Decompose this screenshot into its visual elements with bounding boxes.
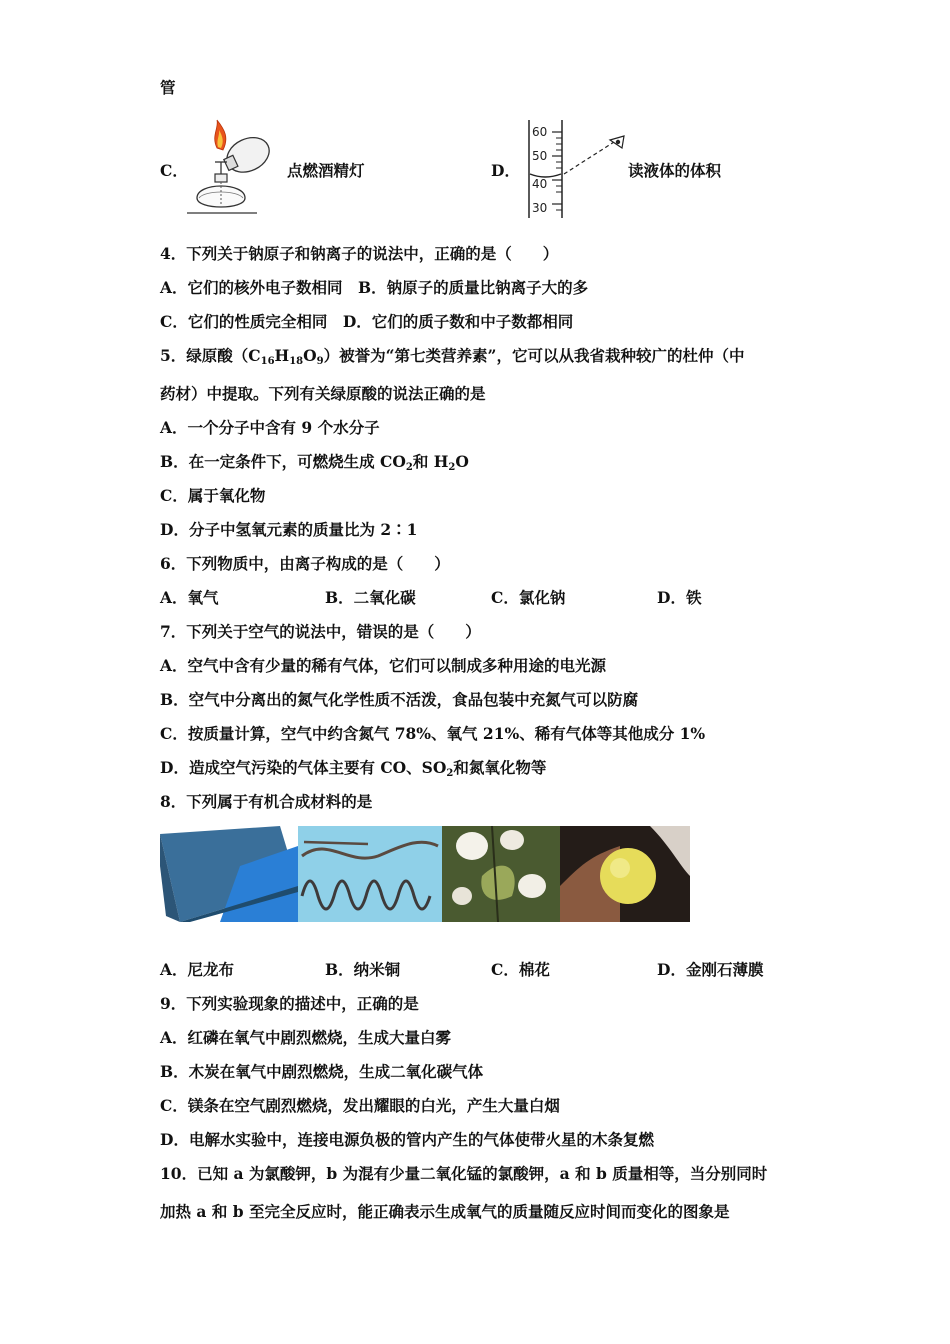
q5-sub-o: 9 [316, 356, 324, 367]
q5-sub-h: 18 [289, 356, 304, 367]
q7-option-b: B．空气中分离出的氮气化学性质不活泼，食品包装中充氮气可以防腐 [160, 690, 639, 709]
q8-option-d: D．金刚石薄膜 [657, 960, 764, 979]
q7-option-d-sub: 2 [446, 768, 454, 779]
q5-option-b-sub2: 2 [448, 462, 456, 473]
q7-option-c: C．按质量计算，空气中约含氮气 78%、氧气 21%、稀有气体等其他成分 1% [160, 724, 706, 743]
q5-stem-c: O [303, 346, 317, 365]
q8-option-c: C．棉花 [491, 960, 550, 979]
q5-option-b-mid: 和 H [412, 452, 449, 471]
q6-option-c: C．氯化钠 [491, 588, 566, 607]
q5-sub-c: 16 [260, 356, 275, 367]
q7-option-d-post: 和氮氧化物等 [453, 758, 547, 777]
tick-label-40: 40 [532, 177, 548, 191]
alcohol-lamp-figure [185, 118, 285, 220]
nano-copper-image [298, 826, 442, 922]
q5-option-a: A．一个分子中含有 9 个水分子 [160, 418, 380, 437]
tick-label-30: 30 [532, 201, 548, 215]
q8-option-a: A．尼龙布 [160, 960, 235, 979]
q4-options-line2: C．它们的性质完全相同 D．它们的质子数和中子数都相同 [160, 312, 574, 331]
q7-stem: 7．下列关于空气的说法中，错误的是（ ） [160, 622, 481, 641]
q5-option-b-post: O [455, 452, 469, 471]
q9-option-c: C．镁条在空气剧烈燃烧，发出耀眼的白光，产生大量白烟 [160, 1096, 560, 1115]
q8-stem: 8．下列属于有机合成材料的是 [160, 792, 373, 811]
q7-option-a: A．空气中含有少量的稀有气体，它们可以制成多种用途的电光源 [160, 656, 607, 675]
q5-stem-line2: 药材）中提取。下列有关绿原酸的说法正确的是 [160, 384, 486, 403]
q9-option-a: A．红磷在氧气中剧烈燃烧，生成大量白雾 [160, 1028, 452, 1047]
q5-stem-a: 5．绿原酸（C [160, 346, 261, 365]
q5-option-c: C．属于氧化物 [160, 486, 266, 505]
q3-option-c-text: 点燃酒精灯 [287, 161, 365, 180]
q5-option-b [160, 452, 469, 478]
diamond-film-image [560, 826, 690, 922]
sight-line [564, 142, 614, 174]
lighting-lamp-icon [220, 131, 275, 179]
q5-option-b-pre: B．在一定条件下，可燃烧生成 CO [160, 452, 406, 471]
q4-stem: 4．下列关于钠原子和钠离子的说法中，正确的是（ ） [160, 244, 559, 263]
cotton-image [442, 826, 560, 922]
q9-option-b: B．木炭在氧气中剧烈燃烧，生成二氧化碳气体 [160, 1062, 484, 1081]
eye-icon [610, 136, 624, 148]
q5-stem-b: H [274, 346, 290, 365]
q3-option-c-letter: C． [160, 161, 188, 180]
q3-option-d-text: 读液体的体积 [628, 161, 722, 180]
q6-option-a: A．氧气 [160, 588, 219, 607]
tick-label-60: 60 [532, 125, 548, 139]
q9-stem: 9．下列实验现象的描述中，正确的是 [160, 994, 419, 1013]
nylon-cloth-image [160, 826, 298, 922]
q7-option-d-pre: D．造成空气污染的气体主要有 CO、SO [160, 758, 447, 777]
q6-option-d: D．铁 [657, 588, 702, 607]
q5-option-d: D．分子中氢氧元素的质量比为 2∶1 [160, 520, 418, 539]
q3-option-d-letter: D． [491, 161, 520, 180]
q5-stem-line1 [160, 346, 744, 372]
q7-option-d [160, 758, 546, 784]
q8-option-b: B．纳米铜 [325, 960, 401, 979]
previous-question-fragment: 管 [160, 78, 176, 97]
q6-option-b: B．二氧化碳 [325, 588, 416, 607]
q9-option-d: D．电解水实验中，连接电源负极的管内产生的气体使带火星的木条复燃 [160, 1130, 654, 1149]
q10-stem-line1: 10．已知 a 为氯酸钾，b 为混有少量二氧化锰的氯酸钾，a 和 b 质量相等，当分别同时 [160, 1164, 768, 1183]
q4-options-line1: A．它们的核外电子数相同 B．钠原子的质量比钠离子大的多 [160, 278, 589, 297]
q5-option-b-sub1: 2 [405, 462, 413, 473]
q5-stem-d: ）被誉为“第七类营养素”，它可以从我省栽种较广的杜仲（中 [323, 346, 745, 365]
q6-stem: 6．下列物质中，由离子构成的是（ ） [160, 554, 450, 573]
q10-stem-line2: 加热 a 和 b 至完全反应时，能正确表示生成氧气的质量随反应时间而变化的图象是 [160, 1202, 730, 1221]
graduated-cylinder-figure [524, 118, 630, 220]
tick-label-50: 50 [532, 149, 548, 163]
